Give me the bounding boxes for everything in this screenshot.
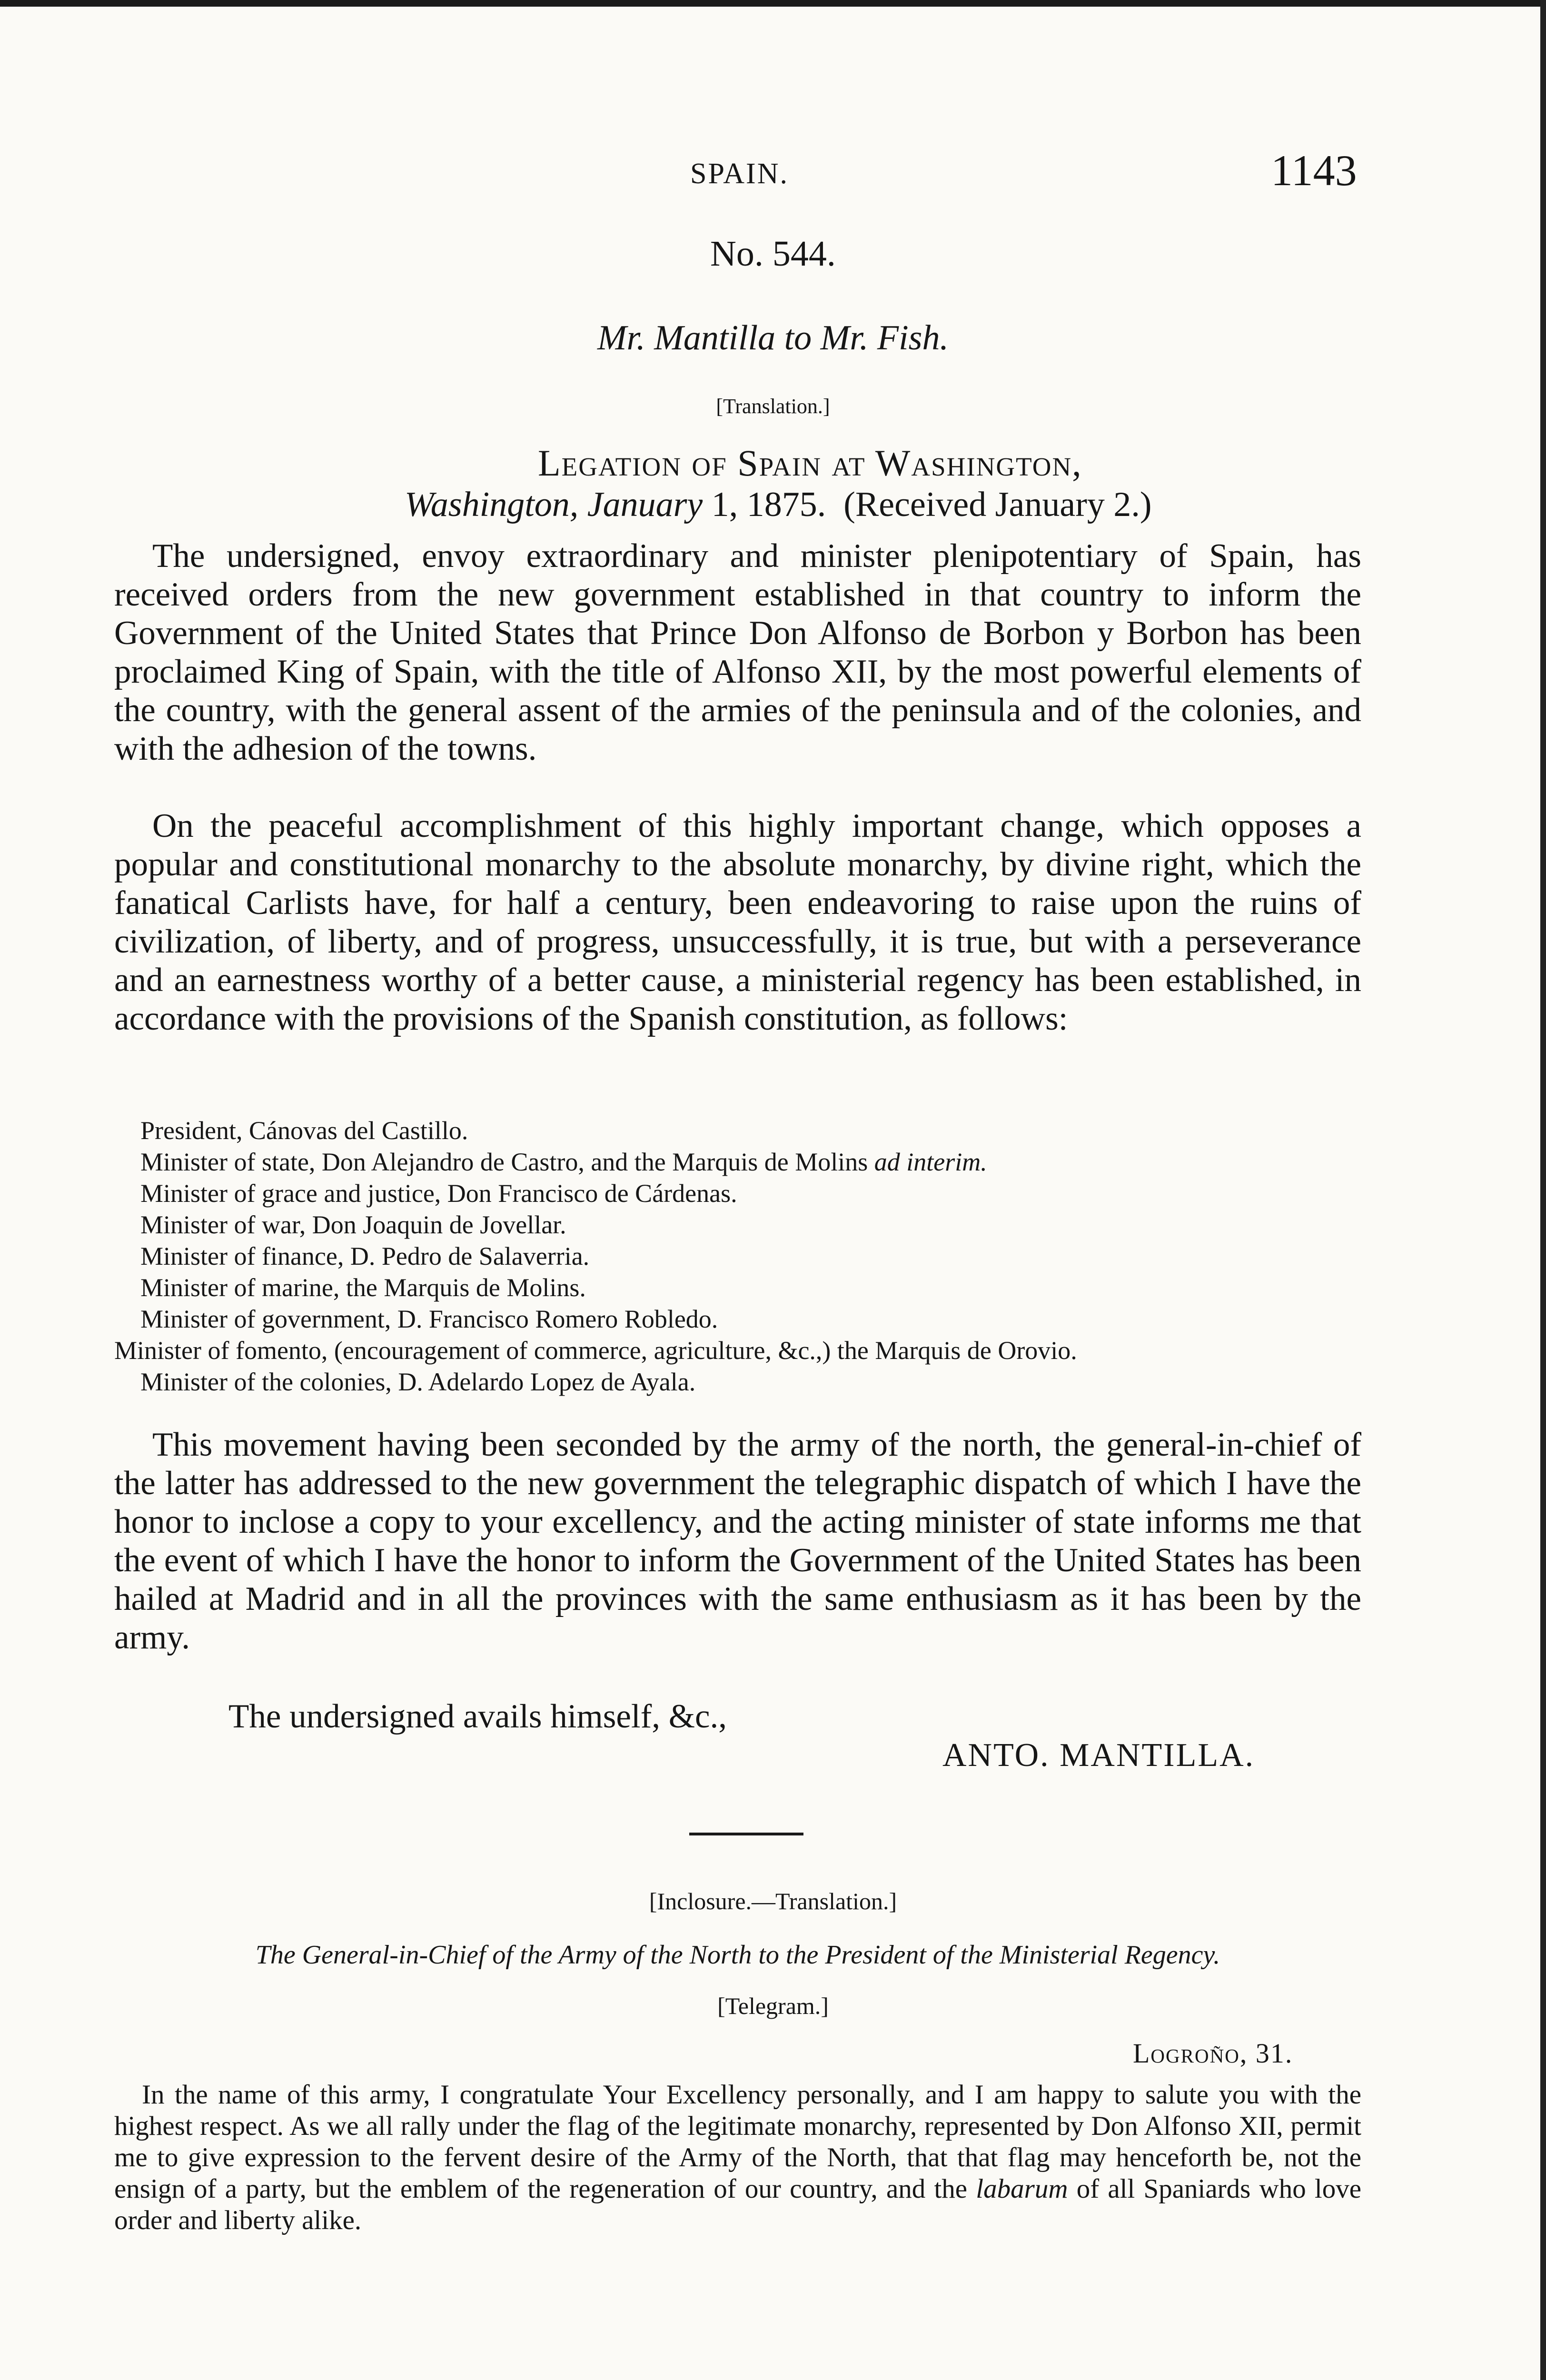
section-divider <box>689 1833 803 1835</box>
telegram-body <box>114 2079 1361 2236</box>
regency-state-italic: ad interim. <box>874 1148 987 1176</box>
running-head: SPAIN. <box>690 158 789 190</box>
regency-president: President, Cánovas del Castillo. <box>140 1116 468 1145</box>
dateline-year: 1, 1875. <box>711 485 826 524</box>
document-title: Mr. Mantilla to Mr. Fish. <box>597 318 949 357</box>
paragraph-1-text: The undersigned, envoy extraordinary and minister plenipotentiary of Spain, has received orders from the new government established in that country to inform the Government of the United States that Prince Don Alfonso de Borbon y Borbon has been proclaimed King of Spain, with the title of Alfonso XII, by the most powerful elements of the country, with the general assent of the armies of the peninsula and of the colonies, and with the adhesion of the towns. <box>114 537 1361 767</box>
telegram-title: The General-in-Chief of the Army of the North to the President of the Ministerial Regency. <box>255 1940 1220 1970</box>
paragraph-2 <box>114 807 1361 1038</box>
legation-line <box>538 442 1082 485</box>
inclosure-note: [Inclosure.—Translation.] <box>649 1888 897 1914</box>
regency-list <box>114 1115 1361 1398</box>
closing-line: The undersigned avails himself, &c., <box>228 1698 727 1735</box>
paragraph-1 <box>114 537 1361 768</box>
regency-state <box>114 1146 1361 1178</box>
telegram-place: Logroño, 31. <box>1133 2038 1293 2069</box>
regency-war: Minister of war, Don Joaquin de Jovellar. <box>140 1210 566 1239</box>
translation-note: [Translation.] <box>716 395 830 418</box>
paragraph-3-text: This movement having been seconded by the army of the north, the general-in-chief of the latter has addressed to the new government the telegraphic dispatch of which I have the honor to inclose a copy to your excellency, and the acting minister of state informs me that the event of which I have the honor to inform the Government of the United States has been hailed at Madrid and in all the provinces with the same enthusiasm as it has been by the army. <box>114 1426 1361 1656</box>
regency-fomento: Minister of fomento, (encouragement of commerce, agriculture, &c.,) the Marquis de Orovio. <box>114 1336 1077 1365</box>
paragraph-3 <box>114 1426 1361 1657</box>
telegram-body-italic: labarum <box>976 2174 1068 2204</box>
dateline-place: Washington, January <box>405 485 703 524</box>
regency-government: Minister of government, D. Francisco Romero Robledo. <box>140 1305 718 1333</box>
telegram-label: [Telegram.] <box>717 1993 829 2019</box>
telegram-body-post: of all Spaniards who love order and liberty alike. <box>114 2174 1362 2235</box>
regency-marine: Minister of marine, the Marquis de Molins. <box>140 1273 586 1302</box>
page-number: 1143 <box>1271 146 1357 195</box>
document-number: No. 544. <box>710 234 836 274</box>
telegram-body-text <box>114 2079 1361 2236</box>
telegram-body-pre: In the name of this army, I congratulate Your Excellency personally, and I am happy to salute you with the highest respect. As we all rally under the flag of the legitimate monarchy, represented by Don Alfonso XII, permit me to give expression to the fervent desire of the Army of the North, that that flag may henceforth be, not the ensign of a party, but the emblem of the regeneration of our country, and the <box>114 2080 1361 2204</box>
legation-text: Legation of Spain at Washington, <box>538 442 1082 484</box>
regency-state-text: Minister of state, Don Alejandro de Castro, and the Marquis de Molins <box>140 1148 868 1176</box>
top-border-rule <box>0 0 1546 7</box>
dateline <box>405 485 1151 525</box>
regency-finance: Minister of finance, D. Pedro de Salaverria. <box>140 1242 590 1270</box>
signature: ANTO. MANTILLA. <box>942 1737 1255 1774</box>
regency-grace-justice: Minister of grace and justice, Don Francisco de Cárdenas. <box>140 1179 737 1208</box>
regency-colonies: Minister of the colonies, D. Adelardo Lopez de Ayala. <box>140 1368 696 1396</box>
paragraph-2-text: On the peaceful accomplishment of this highly important change, which opposes a popular and constitutional monarchy to the absolute monarchy, by divine right, which the fanatical Carlists have, for half a century, been endeavoring to raise upon the ruins of civilization, of liberty, and of progress, unsuccessfully, it is true, but with a perseverance and an earnestness worthy of a better cause, a ministerial regency has been established, in accordance with the provisions of the Spanish constitution, as follows: <box>114 807 1361 1037</box>
dateline-received: (Received January 2.) <box>843 485 1152 524</box>
